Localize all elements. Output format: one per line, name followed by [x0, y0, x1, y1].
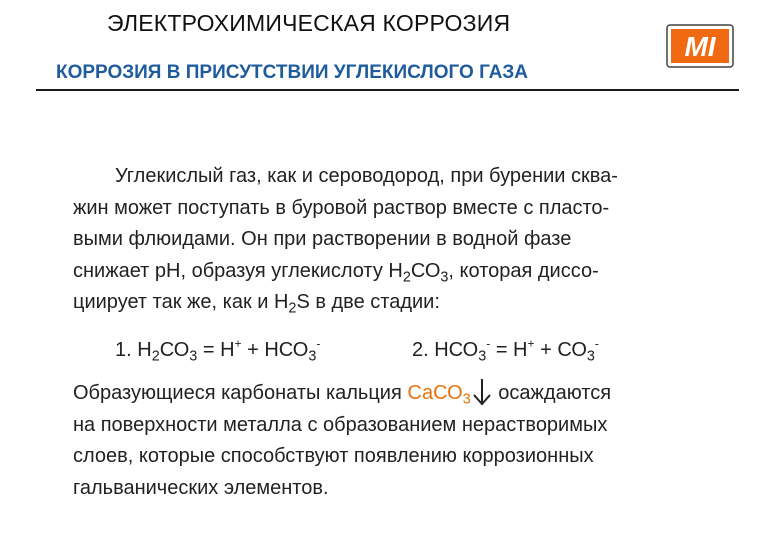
company-logo [666, 24, 734, 68]
paragraph-line: жин может поступать в буровой раствор вместе с пласто- [73, 196, 610, 219]
equation-stage-2: 2. $НСО_3^- = Н^+ + СО_3^-$ [412, 336, 599, 365]
paragraph-line: циирует так же, как и $Н_2S$ в две стадии: [73, 291, 440, 317]
header-divider [36, 89, 739, 91]
calcium-carbonate-formula: СаСО$_3$ [407, 382, 471, 408]
slide-subtitle: КОРРОЗИЯ В ПРИСУТСТВИИ УГЛЕКИСЛОГО ГАЗА [56, 62, 529, 83]
paragraph-carbonates [73, 377, 733, 504]
slide-title: ЭЛЕКТРОХИМИЧЕСКАЯ КОРРОЗИЯ [107, 10, 511, 36]
equation-stage-1: 1. $Н_2СО_3 = Н^+ + НСО_3^-$ [115, 336, 321, 365]
paragraph-line: на поверхности металла с образованием нерастворимых [73, 413, 608, 436]
paragraph-line: снижает рН, образуя углекислоту $Н_2СО_3$, которая диссо- [73, 259, 599, 285]
logo-lettering: MI [684, 31, 716, 62]
dissociation-equations [115, 336, 599, 365]
paragraph-line: Образующиеся карбонаты кальция СаСО$_3$ осаждаются [73, 377, 733, 410]
paragraph-line: Углекислый газ, как и сероводород, при бурении сква- [115, 165, 618, 187]
paragraph-line: гальванических элементов. [73, 476, 329, 499]
paragraph-line: слоев, которые способствуют появлению коррозионных [73, 445, 594, 467]
paragraph-line: выми флюидами. Он при растворении в водной фазе [73, 228, 572, 250]
paragraph-co2-intro [73, 161, 733, 319]
precipitate-down-arrow-icon [471, 377, 493, 407]
